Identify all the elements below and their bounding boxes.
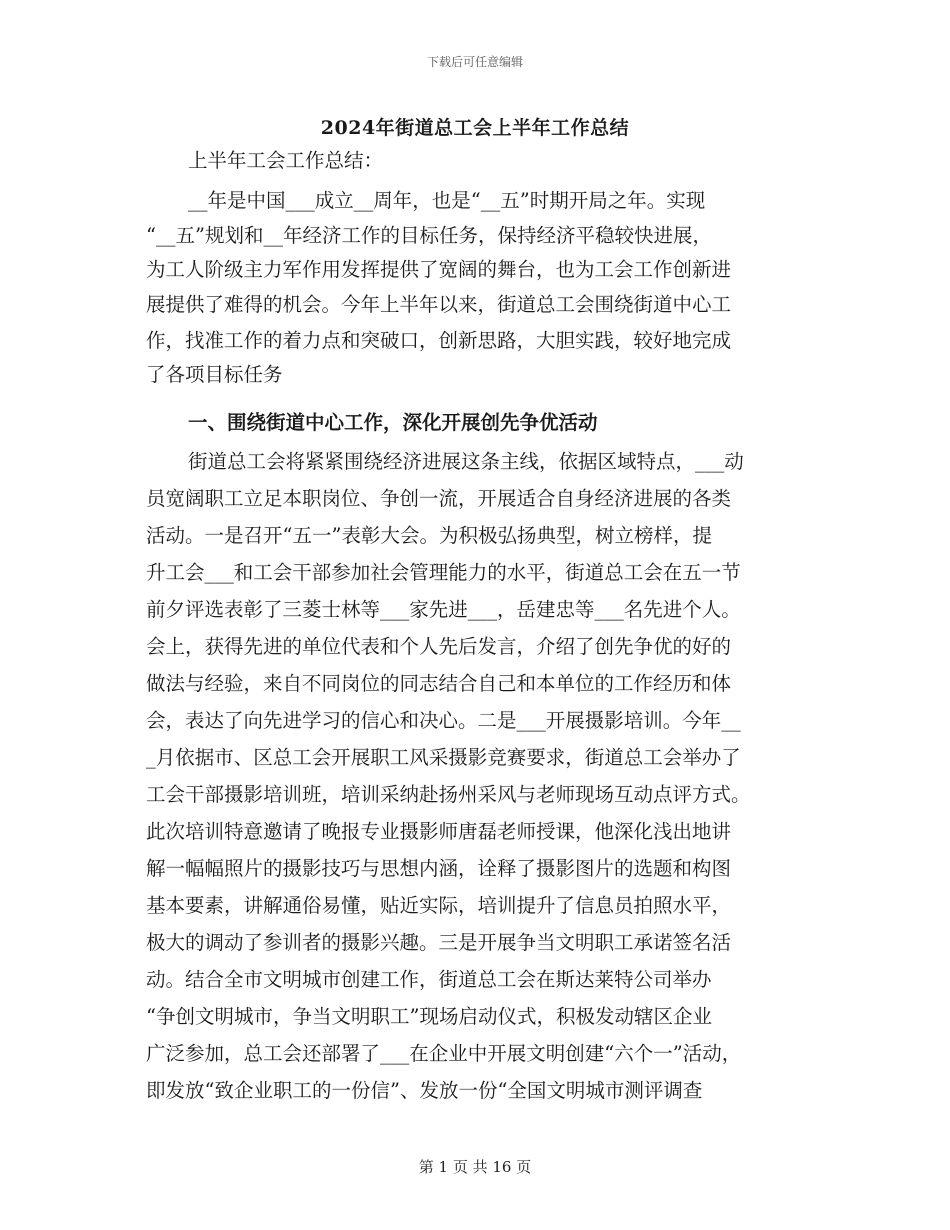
paragraph-line: 广泛参加，总工会还部署了___在企业中开展文明创建“六个一”活动， xyxy=(146,1042,742,1065)
paragraph-line: 做法与经验，来自不同岗位的同志结合自己和本单位的工作经历和体 xyxy=(146,672,732,695)
paragraph-line: 会上，获得先进的单位代表和个人先后发言，介绍了创先争优的好的 xyxy=(146,635,732,658)
paragraph-line: 街道总工会将紧紧围绕经济进展这条主线，依据区域特点，___动 xyxy=(188,450,744,473)
paragraph-line: 员宽阔职工立足本职岗位、争创一流，开展适合自身经济进展的各类 xyxy=(146,487,732,510)
paragraph-line: “争创文明城市，争当文明职工”现场启动仪式，积极发动辖区企业 xyxy=(146,1005,712,1028)
paragraph-line: 了各项目标任务 xyxy=(146,363,283,386)
paragraph-line: 基本要素，讲解通俗易懂，贴近实际，培训提升了信息员拍照水平， xyxy=(146,894,732,917)
paragraph-line: __年是中国___成立__周年，也是“__五”时期开局之年。实现 xyxy=(188,189,706,212)
paragraph-line: 活动。一是召开“五一”表彰大会。为积极弘扬典型，树立榜样，提 xyxy=(146,524,712,547)
page-header-note: 下载后可任意编辑 xyxy=(426,55,523,69)
paragraph-line: 上半年工会工作总结： xyxy=(188,149,384,172)
paragraph-line: 作，找准工作的着力点和突破口，创新思路，大胆实践，较好地完成 xyxy=(146,329,732,352)
paragraph-line: 工会干部摄影培训班，培训采纳赴扬州采风与老师现场互动点评方式。 xyxy=(146,783,751,806)
paragraph-line: 会，表达了向先进学习的信心和决心。二是___开展摄影培训。今年__ xyxy=(146,709,741,732)
section-heading: 一、围绕街道中心工作，深化开展创先争优活动 xyxy=(188,411,598,434)
paragraph-line: 此次培训特意邀请了晚报专业摄影师唐磊老师授课，他深化浅出地讲 xyxy=(146,820,732,843)
paragraph-line: 即发放“致企业职工的一份信”、发放一份“全国文明城市测评调查 xyxy=(146,1079,703,1102)
page-number: 第 1 页 共 16 页 xyxy=(418,1158,532,1176)
paragraph-line: 为工人阶级主力军作用发挥提供了宽阔的舞台，也为工会工作创新进 xyxy=(146,258,732,281)
paragraph-line: “__五”规划和__年经济工作的目标任务，保持经济平稳较快进展， xyxy=(146,224,712,247)
paragraph-line: 极大的调动了参训者的摄影兴趣。三是开展争当文明职工承诺签名活 xyxy=(146,931,732,954)
paragraph-line: 解一幅幅照片的摄影技巧与思想内涵，诠释了摄影图片的选题和构图 xyxy=(146,857,732,880)
paragraph-line: 前夕评选表彰了三菱士林等___家先进___，岳建忠等___名先进个人。 xyxy=(146,598,741,621)
paragraph-line: 升工会___和工会干部参加社会管理能力的水平，街道总工会在五一节 xyxy=(146,561,741,584)
document-title: 2024年街道总工会上半年工作总结 xyxy=(320,117,630,139)
paragraph-line: 展提供了难得的机会。今年上半年以来，街道总工会围绕街道中心工 xyxy=(146,293,732,316)
paragraph-line: 动。结合全市文明城市创建工作，街道总工会在斯达莱特公司举办 xyxy=(146,968,712,991)
paragraph-line: _月依据市、区总工会开展职工风采摄影竞赛要求，街道总工会举办了 xyxy=(146,746,741,769)
